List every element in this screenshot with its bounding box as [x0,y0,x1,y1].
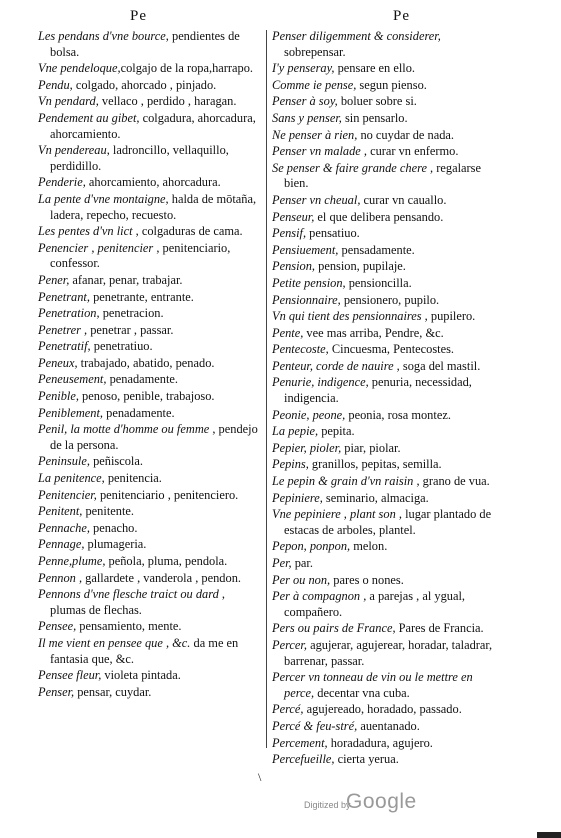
entry-definition: pensatiuo. [306,226,360,241]
entry-headword: Vn pendard, [38,94,99,109]
dictionary-entry [272,539,498,555]
dictionary-entry [272,719,498,735]
dictionary-entry [272,309,498,325]
entry-headword: Pers ou pairs de France, [272,621,396,636]
entry-definition: pensamiento, mente. [76,619,182,634]
entry-headword: Percefueille, [272,752,335,767]
entry-definition: piar, piolar. [341,440,401,455]
dictionary-entry [38,111,262,142]
dictionary-entry [272,276,498,292]
dictionary-entry [38,471,262,487]
scan-corner-mark [537,832,561,838]
left-column [38,29,262,701]
dictionary-entry [38,323,262,339]
entry-definition: , ladroncillo, vellaquillo, perdidillo. [50,143,229,173]
dictionary-entry [38,668,262,684]
entry-definition: lugar plantado de estacas de arboles, plantel. [284,507,492,537]
entry-definition: curar vn enfermo. [366,144,459,159]
entry-definition: penacho. [89,520,138,535]
entry-headword: Le pepin & grain d'vn raisin , [272,474,420,489]
dictionary-entry [272,474,498,490]
right-column [272,29,498,769]
entry-headword: Pepins, [272,457,309,472]
entry-definition: penetrante, entrante. [89,289,194,304]
entry-definition: colgajo de la ropa,harrapo. [120,61,254,76]
entry-headword: Penser diligemment & considerer, [272,29,441,43]
dictionary-entry [272,359,498,375]
entry-definition: no cuydar de nada. [357,127,455,142]
google-watermark: Google [346,790,417,813]
dictionary-entry [38,587,262,618]
entry-definition: peonia, rosa montez. [345,407,451,422]
entry-headword: Vn qui tient des pensionnaires , [272,309,428,324]
dictionary-entry [272,752,498,768]
entry-definition: pepita. [318,424,355,439]
entry-definition: penadamente. [103,405,175,420]
dictionary-entry [272,507,498,538]
entry-definition: a parejas , al ygual, compañero. [284,589,466,619]
entry-headword: Penetration, [38,306,100,321]
dictionary-entry [38,521,262,537]
entry-definition: vellaco , perdido , haragan. [98,94,237,109]
entry-headword: Penser vn malade , [272,144,367,159]
dictionary-entry [38,504,262,520]
dictionary-entry [272,441,498,457]
entry-definition: sin pensarlo. [341,110,408,125]
entry-definition: afanar, penar, trabajar. [69,272,183,287]
entry-headword: Pendu, [38,77,73,92]
entry-definition: horadadura, agujero. [327,735,433,750]
entry-definition: halda de mōtaña, ladera, repecho, recuesto. [50,191,257,222]
entry-headword: Pente, [272,325,304,340]
dictionary-entry [272,326,498,342]
entry-headword: Vn pendereau [38,143,107,158]
dictionary-entry [38,175,262,191]
entry-definition: el que delibera pensando. [314,209,444,224]
dictionary-entry [272,670,498,701]
entry-definition: decentar vna cuba. [314,685,410,700]
entry-headword: Peneux, [38,355,78,370]
entry-definition: grano de vua. [419,474,490,489]
entry-headword: Vne pepiniere , plant son , [272,507,402,522]
entry-headword: Penible, [38,389,79,404]
entry-headword: Peniblement, [38,405,104,420]
entry-headword: Sans y penser, [272,110,342,125]
entry-definition: peñiscola. [89,454,143,469]
entry-headword: Pepon, ponpon, [272,539,351,554]
dictionary-entry [38,619,262,635]
entry-headword: Penencier , penitencier [38,240,154,255]
dictionary-entry [38,143,262,174]
entry-definition: pensioncilla. [345,275,412,290]
entry-headword: Pension, [272,259,316,274]
dictionary-entry [272,111,498,127]
entry-definition: penetracion. [99,306,164,321]
entry-definition: Cincuesma, Pentecostes. [328,342,455,357]
entry-headword: Per, [272,556,292,570]
entry-definition: seminario, almaciga. [322,490,429,505]
dictionary-entry [38,94,262,110]
dictionary-entry [272,556,498,572]
entry-headword: Penitencier, [38,487,97,502]
entry-headword: Pepiniere, [272,490,323,505]
dictionary-entry [38,422,262,453]
entry-definition: pension, pupilaje. [315,259,406,274]
dictionary-entry [38,356,262,372]
dictionary-entry [272,144,498,160]
dictionary-entry [38,306,262,322]
entry-headword: Penseur, [272,209,315,224]
entry-headword: Pepier, pioler, [272,440,342,455]
entry-headword: Pentecoste, [272,342,329,357]
entry-headword: Pensionnaire, [272,292,341,307]
entry-definition: colgadura, ahorcadura, ahorcamiento. [50,110,256,141]
dictionary-entry [38,339,262,355]
entry-headword: Pensee fleur, [38,668,102,683]
dictionary-entry [272,243,498,259]
entry-headword: Per ou non, [272,572,331,587]
entry-headword: Pensiuement, [272,242,339,257]
dictionary-entry [38,685,262,701]
entry-definition: gallardete , vanderola , pendon. [82,570,241,585]
dictionary-entry [38,537,262,553]
entry-headword: Pennons d'vne flesche traict ou dard [38,587,219,602]
entry-definition: violeta pintada. [101,668,181,683]
dictionary-entry [272,161,498,192]
entry-headword: Pendement au gibet, [38,110,140,125]
entry-headword: La pepie, [272,424,319,439]
dictionary-entry [272,573,498,589]
entry-headword: Penurie, indigence, [272,375,369,390]
entry-headword: Percer, [272,637,307,652]
entry-headword: I'y penseray, [272,61,335,76]
dictionary-entry [272,424,498,440]
entry-definition: agujerar, agujerear, horadar, taladrar, barrenar, passar. [284,637,493,668]
digitized-by-label: Digitized by [304,800,351,810]
entry-headword: Penteur, corde de nauire , [272,358,400,373]
entry-definition: penetrar , passar. [87,322,174,337]
entry-definition: pensar, cuydar. [74,684,152,699]
entry-definition: par. [291,556,313,570]
entry-headword: Penil, la motte d'homme ou femme [38,422,210,437]
dictionary-entry [272,226,498,242]
entry-headword: La penitence, [38,471,105,486]
entry-headword: Percer vn tonneau de vin ou le mettre en perce, [272,670,473,700]
dictionary-entry [38,372,262,388]
entry-definition: regalarse bien. [284,160,481,191]
entry-definition: penitencia. [104,471,162,486]
entry-definition: peñola, pluma, pendola. [105,554,228,568]
entry-headword: Petite pension, [272,275,346,290]
entry-definition: penitenciario , penitenciero. [96,487,239,502]
dictionary-entry [272,293,498,309]
dictionary-entry [272,638,498,669]
dictionary-entry [38,273,262,289]
entry-definition: ahorcamiento, ahorcadura. [85,175,221,190]
entry-headword: Penderie, [38,175,86,190]
dictionary-entry [272,408,498,424]
dictionary-entry [38,241,262,272]
dictionary-entry [38,61,262,77]
dictionary-entry [272,78,498,94]
entry-definition: segun pienso. [356,77,427,92]
entry-definition: , pendientes de bolsa. [50,29,240,59]
entry-headword: Penetrer , [38,322,88,337]
dictionary-entry [272,736,498,752]
entry-headword: Vne pendeloque, [38,61,121,76]
dictionary-entry [38,406,262,422]
entry-headword: Per à compagnon , [272,589,367,604]
dictionary-entry [272,621,498,637]
dictionary-entry [38,571,262,587]
entry-headword: Percé, [272,702,304,717]
entry-headword: Comme ie pense, [272,77,357,92]
entry-definition: agujereado, horadado, passado. [303,702,462,717]
dictionary-entry [272,259,498,275]
entry-headword: Ne penser à rien, [272,127,358,142]
dictionary-entry [272,193,498,209]
dictionary-entry [272,61,498,77]
entry-headword: Penetratif, [38,339,91,354]
entry-headword: Penitent, [38,504,83,519]
entry-headword: Penser, [38,684,75,699]
entry-definition: granillos, pepitas, semilla. [308,457,442,472]
entry-headword: Les pentes d'vn lict [38,224,133,239]
entry-definition: , pendejo de la persona. [50,422,258,452]
dictionary-entry [272,128,498,144]
entry-headword: Se penser & faire grande chere , [272,160,434,175]
entry-definition: pensare en ello. [334,61,416,76]
entry-definition: auentanado. [357,718,420,733]
column-divider [266,30,267,748]
entry-definition: pares o nones. [330,572,404,587]
bottom-mark: \ [258,770,262,784]
entry-definition: sobrepensar. [284,44,346,59]
dictionary-entry [272,589,498,620]
entry-headword: Pener, [38,272,70,287]
left-running-head: Pe [130,8,147,24]
entry-definition: penetratiuo. [90,339,153,354]
dictionary-entry [272,210,498,226]
entry-headword: Percement, [272,735,328,750]
entry-headword: Les pendans d'vne bource [38,29,166,43]
entry-definition: penadamente. [106,372,179,387]
entry-definition: pensadamente. [338,242,415,257]
entry-headword: Peonie, peone, [272,407,346,422]
entry-definition: penoso, penible, trabajoso. [78,389,215,404]
entry-definition: curar vn cauallo. [360,192,447,207]
entry-headword: Peninsule, [38,454,90,469]
dictionary-entry [38,29,262,60]
entry-definition: penitente. [82,504,134,519]
entry-definition: trabajado, abatido, penado. [77,355,215,370]
entry-headword: Pennon , [38,570,83,585]
dictionary-entry [38,78,262,94]
dictionary-entry [272,94,498,110]
entry-headword: Peneusement, [38,372,107,387]
entry-headword: Pensif, [272,226,307,241]
entry-headword: Pennage, [38,537,85,552]
dictionary-entry [38,389,262,405]
entry-headword: Pennache, [38,520,90,535]
dictionary-entry [272,702,498,718]
dictionary-entry [272,29,498,60]
entry-definition: penuria, necessidad, indigencia. [284,375,472,406]
entry-definition: cierta yerua. [334,752,399,767]
entry-definition: pensionero, pupilo. [340,292,440,307]
entry-headword: Penetrant, [38,289,90,304]
dictionary-entry [272,342,498,358]
right-running-head: Pe [393,8,410,24]
dictionary-entry [38,290,262,306]
entry-headword: Penser vn cheual, [272,192,361,207]
dictionary-entry [38,636,262,667]
entry-definition: melon. [350,539,388,554]
entry-definition: colgado, ahorcado , pinjado. [72,77,217,92]
entry-definition: soga del mastil. [399,358,481,373]
dictionary-entry [38,192,262,223]
entry-definition: plumageria. [84,537,147,552]
entry-definition: vee mas arriba, Pendre, &c. [303,325,444,340]
dictionary-entry [272,375,498,406]
entry-definition: da me en fantasia que, &c. [50,635,239,666]
entry-definition: , colgaduras de cama. [132,224,243,239]
entry-definition: , penitenciario, confessor. [50,240,231,271]
dictionary-entry [272,491,498,507]
entry-headword: La pente d'vne montaigne, [38,191,169,206]
entry-headword: Il me vient en pensee que , &c. [38,635,191,650]
dictionary-entry [38,488,262,504]
entry-headword: Pensee, [38,619,77,634]
entry-headword: Penne,plume, [38,554,106,568]
entry-definition: , plumas de flechas. [50,587,225,617]
entry-headword: Penser à soy, [272,94,338,109]
dictionary-entry [272,457,498,473]
entry-headword: Percé & feu-stré, [272,718,358,733]
dictionary-entry [38,224,262,240]
dictionary-entry [38,554,262,570]
dictionary-entry [38,454,262,470]
entry-definition: Pares de Francia. [395,621,484,636]
entry-definition: pupilero. [427,309,476,324]
entry-definition: boluer sobre si. [337,94,417,109]
